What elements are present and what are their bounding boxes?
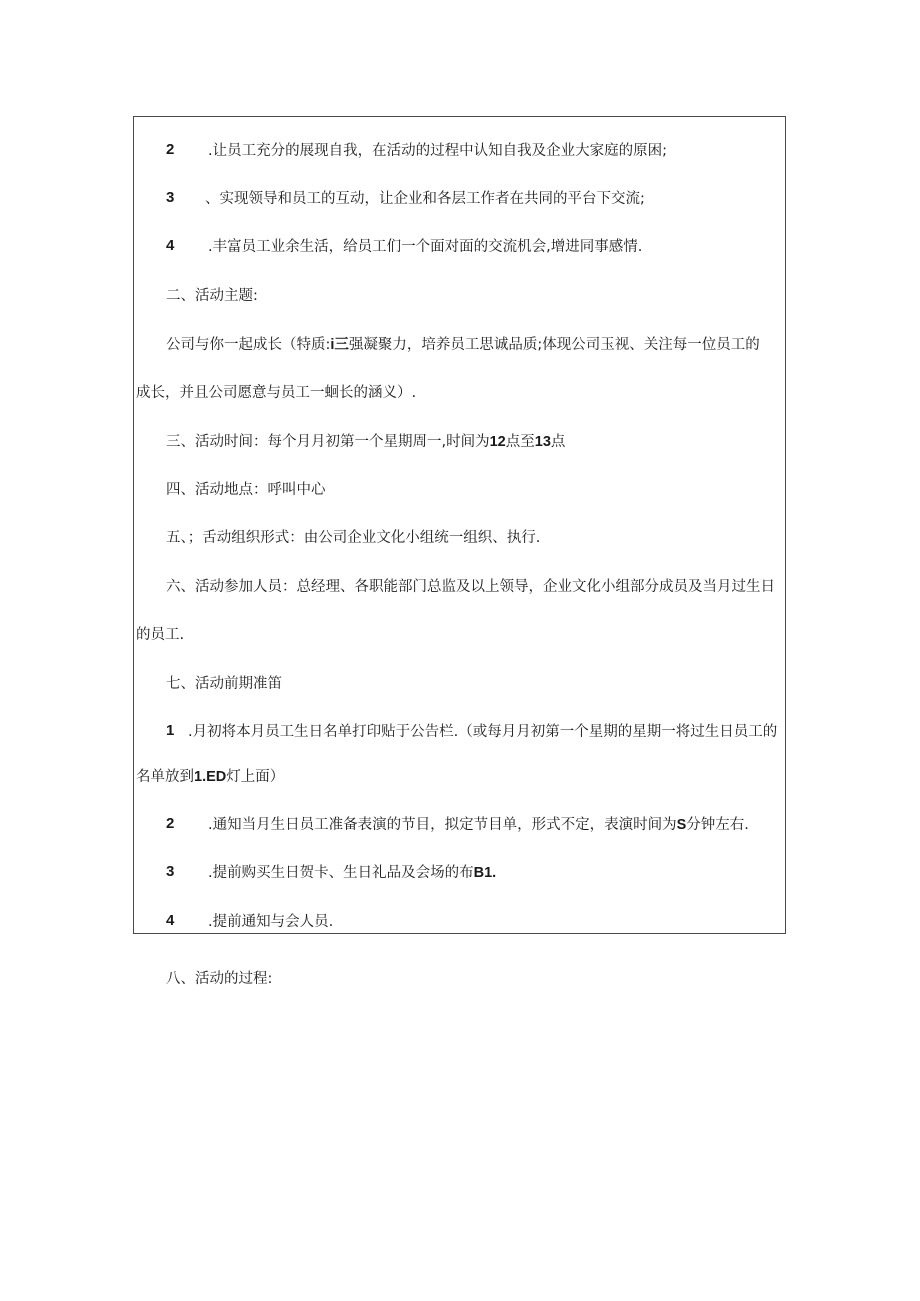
theme-line-1: 公司与你一起成长（特质:i三强凝聚力，培养员工思诚品质;体现公司玉视、关注每一位员工的 (166, 337, 760, 353)
prep-4-number: 4 (166, 912, 175, 929)
goal-3-text: 、实现领导和员工的互动，让企业和各层工作者在共同的平台下交流; (205, 191, 645, 207)
prep-4-text: .提前通知与会人员. (208, 914, 334, 930)
activity-form: 五、；舌动组织形式：由公司企业文化小组统一组织、执行. (166, 530, 541, 546)
prep-3-number: 3 (166, 863, 175, 880)
goal-3-number: 3 (166, 189, 175, 206)
prep-2-number: 2 (166, 815, 175, 832)
goal-2-number: 2 (166, 141, 175, 158)
prep-1-number: 1 (166, 722, 175, 739)
process-heading: 八、活动的过程: (166, 971, 273, 987)
prep-3-text: .提前购买生日贺卡、生日礼品及会场的布B1. (208, 865, 497, 881)
prep-1-line-2: 名单放到1.ED灯上面） (136, 769, 285, 785)
activity-time: 三、活动时间：每个月月初第一个星期周一,时间为12点至13点 (166, 434, 566, 450)
prep-heading: 七、活动前期准笛 (166, 676, 282, 692)
goal-4-text: .丰富员工业余生活，给员工们一个面对面的交流机会,增进同事感情. (208, 239, 643, 255)
theme-line-2: 成长，并且公司愿意与员工一蛔长的涵义）. (136, 385, 417, 401)
prep-2-text: .通知当月生日员工准备表演的节目，拟定节目单，形式不定，表演时间为S分钟左右. (208, 817, 749, 833)
goal-2-text: .让员工充分的展现自我，在活动的过程中认知自我及企业大家庭的原困; (208, 143, 667, 159)
goal-4-number: 4 (166, 237, 175, 254)
participants-line-2: 的员工. (136, 627, 185, 643)
participants-line-1: 六、活动参加人员：总经理、各职能部门总监及以上领导，企业文化小组部分成员及当月过生日 (166, 579, 775, 595)
activity-place: 四、活动地点：呼叫中心 (166, 482, 326, 498)
prep-1-line-1: .月初将本月员工生日名单打印贴于公告栏.（或每月月初第一个星期的星期一将过生日员工的 (188, 724, 778, 740)
theme-heading: 二、活动主题: (166, 288, 258, 304)
